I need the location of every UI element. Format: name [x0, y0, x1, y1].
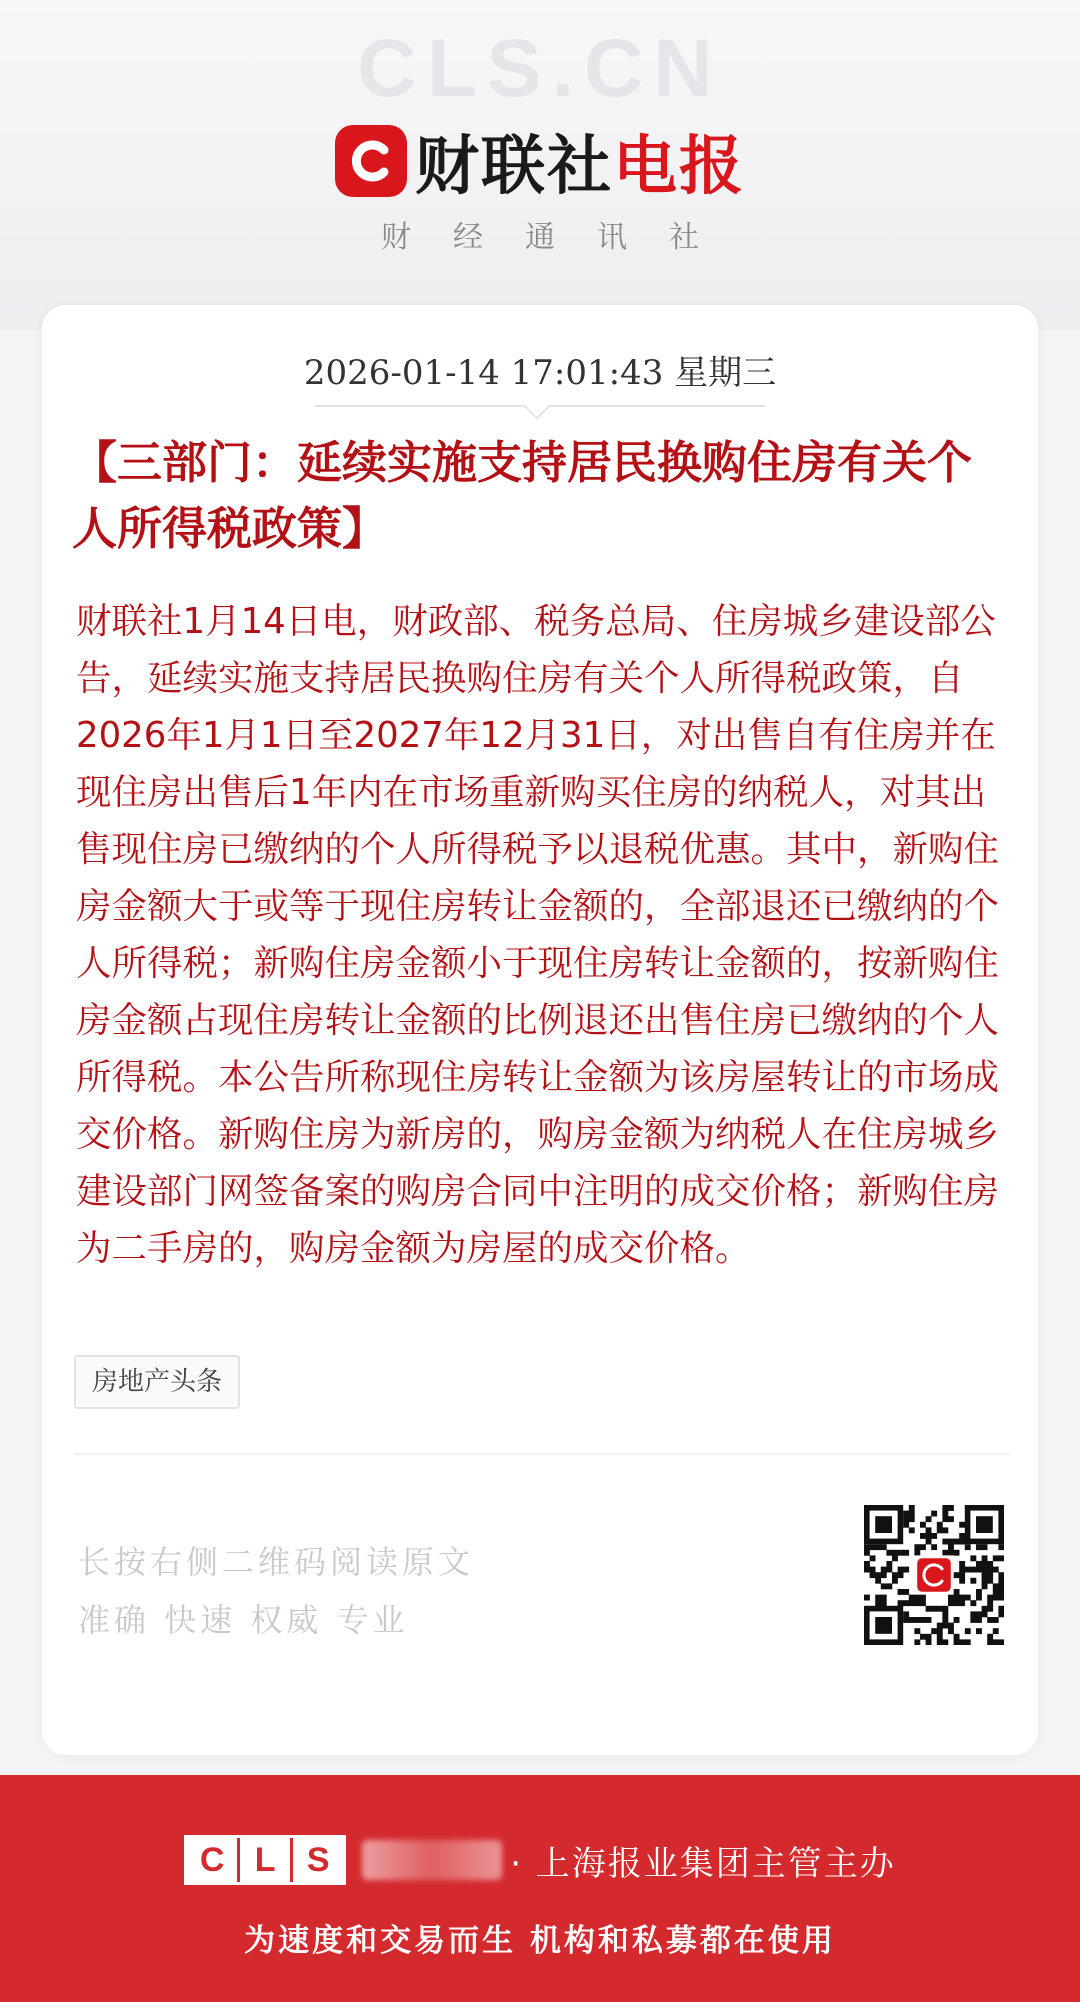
cls-letter-s: S [293, 1838, 343, 1882]
blurred-logo [362, 1840, 502, 1880]
footer-slogan: 为速度和交易而生 机构和私募都在使用 [244, 1923, 836, 1959]
publisher-text: · 上海报业集团主管主办 [510, 1843, 896, 1884]
cls-wordmark [184, 1835, 346, 1885]
tagline: 财经通讯社 [381, 220, 741, 255]
cls-logo-icon [335, 125, 407, 197]
watermark: CLS.CN [357, 23, 723, 114]
article-headline: 【三部门：延续实施支持居民换购住房有关个人所得税政策】 [72, 436, 973, 555]
brand-accent: 电报 [613, 130, 745, 204]
cls-letter-c: C [187, 1838, 240, 1882]
section-divider [74, 1453, 1010, 1455]
brand-name: 财联社 [415, 130, 613, 204]
header [0, 0, 1080, 330]
datetime-notch [524, 394, 549, 419]
qr-code-icon[interactable] [864, 1505, 1004, 1645]
brand-logo [0, 120, 1080, 202]
qr-instruction: 长按右侧二维码阅读原文 [78, 1543, 475, 1581]
footer-banner [0, 1775, 1080, 2002]
article-datetime: 2026-01-14 17:01:43 星期三 [303, 353, 777, 393]
article-body: 财联社1月14日电，财政部、税务总局、住房城乡建设部公告，延续实施支持居民换购住房有关个人所得税政策，自2026年1月1日至2027年12月31日，对出售自有住房并在现住房出售后1年内在市场重新购买住房的纳税人，对其出售现住房已缴纳的个人所得税予以退税优惠。其中，新购住房金额大于或等于现住房转让金额的，全部退还已缴纳的个人所得税；新购住房金额小于现住房转让金额的，按新购住房金额占现住房转让金额的比例退还出售住房已缴纳的个人所得税。本公告所称现住房转让金额为该房屋转让的市场成交价格。新购住房为新房的，购房金额为纳税人在住房城乡建设部门网签备案的购房合同中注明的成交价格；新购住房为二手房的，购房金额为房屋的成交价格。 [76, 601, 1000, 1269]
qr-slogan: 准确 快速 权威 专业 [78, 1601, 409, 1639]
article-card [42, 305, 1038, 1755]
topic-tag[interactable]: 房地产头条 [74, 1355, 240, 1409]
cls-letter-l: L [240, 1838, 293, 1882]
